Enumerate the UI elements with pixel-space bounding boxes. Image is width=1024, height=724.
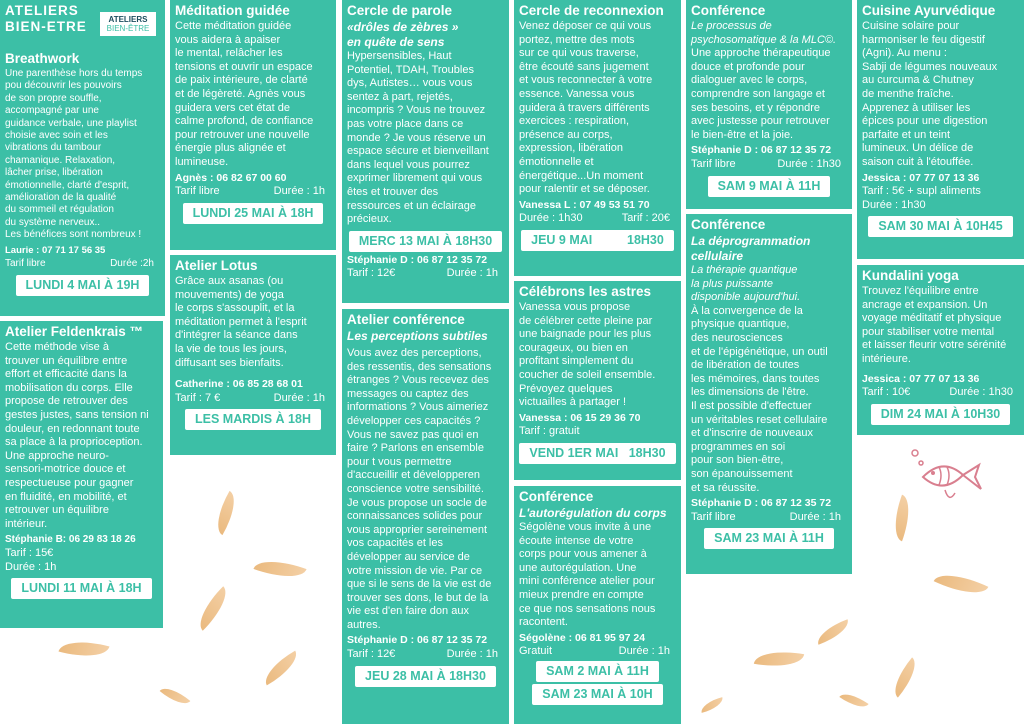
- card-title: Cuisine Ayurvédique: [862, 3, 996, 18]
- card-phone: Vanessa : 06 15 29 36 70: [519, 411, 641, 424]
- card-tarif: Tarif : 5€ + supl aliments: [862, 185, 981, 198]
- card-title: Atelier Feldenkrais ™: [5, 324, 144, 339]
- logo: [100, 12, 156, 36]
- card-tarif: Tarif libre: [5, 258, 46, 270]
- card-title: Cercle de reconnexion: [519, 3, 664, 18]
- card-title: Atelier Lotus: [175, 258, 258, 273]
- card-phone: Jessica : 07 77 07 13 36: [862, 372, 980, 385]
- card-reconnexion: [514, 0, 681, 276]
- fish-illustration: [905, 445, 985, 515]
- card-tarif: Tarif : 7 €: [175, 391, 221, 404]
- card-psychosomatique: [686, 0, 852, 209]
- card-body: À la convergence de la physique quantique, des neurosciences et de l'épigénétique, un outil de libération de toutes les mémoires, dans toutes les dimensions de l'être. Il est possible d'effectuer un véritables reset cellulaire et d'inscrire de nouveaux programmes en soi pour son bien-être, son épanouissement et sa réussite.: [691, 304, 828, 494]
- card-body: Trouvez l'équilibre entre ancrage et expansion. Un voyage méditatif et physique pour stabiliser votre mental et laisser fleurir votre sérénité intérieure.: [862, 285, 1007, 365]
- page-title: ATELIERS BIEN-ETRE: [5, 3, 87, 34]
- card-date: DIM 24 MAI À 10H30: [871, 404, 1010, 425]
- card-phone: Stéphanie D : 06 87 12 35 72: [347, 253, 488, 266]
- card-title: Cercle de parole: [347, 3, 453, 18]
- feather-decoration: [754, 646, 804, 672]
- card-date-1: SAM 2 MAI À 11H: [536, 661, 659, 682]
- feather-decoration: [253, 552, 306, 586]
- page-header: [0, 0, 165, 48]
- card-kundalini: [857, 265, 1024, 435]
- card-phone: Vanessa L : 07 49 53 51 70: [519, 198, 650, 211]
- card-phone: Stéphanie D : 06 87 12 35 72: [347, 634, 488, 647]
- feather-decoration: [814, 619, 853, 644]
- card-tarif: Gratuit: [519, 645, 553, 658]
- card-title: Célébrons les astres: [519, 284, 652, 299]
- card-phone: Laurie : 07 71 17 56 35: [5, 244, 106, 256]
- card-body: Cette méditation guidée vous aidera à apaiser le mental, relâcher les tensions et ouvrir un espace de paix intérieure, de clarté et de légèreté. Agnès vous guidera vers cet état de calme profond, de confiance pour retrouver une nouvelle énergie plus alignée et lumineuse.: [175, 20, 314, 168]
- feather-decoration: [934, 565, 989, 603]
- card-body: Cette méthode vise à trouver un équilibre entre effort et efficacité dans la mobilisation du corps. Elle propose de retrouver des gestes justes, sans tension ni douleur, en redonnant toute sa place à la proprioception. Une approche neuro- sensori-motrice douce et respectueuse pour gagner en fluidité, en mobilité, et retrouver un équilibre intérieur.: [5, 341, 149, 530]
- card-tarif: Tarif : 15€: [5, 546, 54, 559]
- feather-decoration: [699, 697, 725, 713]
- card-lotus: [170, 255, 336, 455]
- card-tarif: Tarif : 12€: [347, 648, 396, 661]
- card-meditation: [170, 0, 336, 250]
- card-breathwork: [0, 48, 165, 316]
- card-body: Vanessa vous propose de célébrer cette pleine par une baignade pour les plus courageux, ou bien en profitant simplement du coucher de soleil ensemble. Prévoyez quelques victuailles à partager !: [519, 301, 656, 409]
- card-duree: Durée : 1h: [446, 267, 498, 280]
- card-duree: Durée : 1h30: [777, 157, 841, 170]
- card-tarif: Tarif libre: [691, 157, 736, 170]
- feather-decoration: [191, 586, 236, 631]
- card-tarif: Tarif libre: [691, 510, 736, 523]
- card-date-2: SAM 23 MAI À 10H: [532, 684, 662, 705]
- card-date: JEU 9 MAI 18H30: [521, 230, 674, 251]
- card-date: MERC 13 MAI À 18H30: [349, 231, 502, 252]
- card-phone: Catherine : 06 85 28 68 01: [175, 378, 303, 391]
- card-subtitle: La déprogrammation cellulaire: [691, 234, 811, 263]
- card-duree: Durée :2h: [110, 258, 154, 270]
- card-duree: Durée : 1h: [5, 560, 57, 573]
- card-title: Conférence: [691, 3, 766, 18]
- feather-decoration: [160, 682, 191, 710]
- card-tarif: Tarif : 12€: [347, 267, 396, 280]
- card-subtitle: L'autorégulation du corps: [519, 506, 667, 520]
- card-perceptions-subtiles: [342, 309, 509, 724]
- card-phone: Jessica : 07 77 07 13 36: [862, 171, 980, 184]
- card-duree: Durée : 1h30: [949, 386, 1013, 399]
- card-feldenkrais: [0, 321, 163, 628]
- card-cuisine-ayurvedique: [857, 0, 1024, 259]
- card-date: SAM 9 MAI À 11H: [708, 176, 831, 197]
- card-tarif: Tarif : gratuit: [519, 425, 580, 438]
- card-phone: Ségolène : 06 81 95 97 24: [519, 631, 646, 644]
- card-body: Ségolène vous invite à une écoute intense de votre corps pour vous amener à une autorégulation. Une mini conférence atelier pour mieux prendre en compte ce que nos sensations nous racontent.: [519, 521, 656, 629]
- feather-decoration: [209, 491, 244, 535]
- card-date: LES MARDIS À 18H: [185, 409, 321, 430]
- card-duree: Durée : 1h: [618, 645, 670, 658]
- feather-decoration: [886, 657, 923, 697]
- card-body: Une approche thérapeutique douce et profonde pour dialoguer avec le corps, comprendre son langage et ses besoins, et y répondre avec justesse pour retrouver le bien-être et la joie.: [691, 47, 831, 141]
- feather-decoration: [839, 688, 868, 713]
- card-subtitle: Le processus de psychosomatique & la MLC©.: [691, 20, 837, 46]
- card-phone: Stéphanie D : 06 87 12 35 72: [691, 497, 832, 510]
- card-tarif: Tarif libre: [175, 185, 220, 198]
- card-date: SAM 30 MAI À 10H45: [868, 216, 1012, 237]
- card-tarif: Tarif : 20€: [621, 212, 670, 225]
- card-phone: Stéphanie B: 06 29 83 18 26: [5, 534, 136, 546]
- card-date: SAM 23 MAI À 11H: [704, 528, 834, 549]
- card-body: Venez déposer ce qui vous portez, mettre des mots sur ce qui vous traverse, être écouté sans jugement et vous reconnecter à votre essence. Vanessa vous guidera à travers différents exercices : respiration, présence au corps, expression, libération émotionnelle et énergétique...Un moment pour ralentir et se déposer.: [519, 20, 653, 196]
- card-body: Cuisine solaire pour harmoniser le feu digestif (Agni). Au menu : Sabji de légumes nouveaux au curcuma & Chutney de menthe fraîche. Apprenez à utiliser les épices pour une digestion parfaite et un teint lumineux. Un délice de saison cuit à l'étouffée.: [862, 20, 998, 168]
- card-title: Atelier conférence: [347, 312, 465, 327]
- card-date: LUNDI 4 MAI À 19H: [16, 275, 150, 296]
- card-date: LUNDI 11 MAI À 18H: [11, 578, 151, 599]
- card-body: Une parenthèse hors du temps pou découvrir les pouvoirs de son propre souffle, accompagné par une guidance verbale, une playlist choisie avec soin et les vibrations du tambour chamanique. Relaxation, lâcher prise, libération émotionnelle, clarté d'esprit, amélioration de la qualité du sommeil et régulation du système nerveux.. Les bénéfices sont nombreux !: [5, 68, 143, 241]
- logo-line1: ATELIERS: [108, 15, 148, 24]
- card-title: Kundalini yoga: [862, 268, 959, 283]
- card-title: Conférence: [519, 489, 594, 504]
- card-duree: Durée : 1h: [789, 510, 841, 523]
- card-body: Grâce aux asanas (ou mouvements) de yoga le corps s'assouplit, et la méditation permet à l'esprit d'intégrer la séance dans la vie de tous les jours, diffusant ses bienfaits.: [175, 275, 307, 369]
- card-date: LUNDI 25 MAI À 18H: [183, 203, 324, 224]
- card-deprogrammation: [686, 214, 852, 574]
- card-subtitle: Les perceptions subtiles: [347, 329, 488, 343]
- card-date: JEU 28 MAI À 18H30: [355, 666, 496, 687]
- card-title: Breathwork: [5, 51, 80, 66]
- card-date: VEND 1ER MAI 18H30: [519, 443, 675, 464]
- card-cercle-parole: [342, 0, 509, 303]
- feather-decoration: [259, 651, 303, 686]
- card-duree: Durée : 1h30: [519, 212, 583, 225]
- card-tarif: Tarif : 10€: [862, 386, 911, 399]
- card-body: Vous avez des perceptions, des ressentis, des sensations étranges ? Vous recevez des messages ou captez des informations ? Vous aimeriez développer ces capacités ? Vous ne savez pas quoi en faire ? Parlons en ensemble pour t vous permettre d'accueillir et développeren conscience votre sensibilité. Je vous propose un socle de connaissances solides pour vous approprier sereinement vos capacités et les développer au service de votre mission de vie. Par ce que si le sens de la vie est de trouver ses dons, le but de la vie est d'en faire don aux autres.: [347, 347, 492, 631]
- card-subtitle: «drôles de zèbres » en quête de sens: [347, 20, 459, 49]
- card-phone: Agnès : 06 82 67 00 60: [175, 171, 287, 184]
- card-duree: Durée : 1h: [446, 648, 498, 661]
- logo-line2: BIEN-ÊTRE: [106, 24, 150, 33]
- card-duree: Durée : 1h30: [862, 198, 926, 211]
- card-subtitle-2: La thérapie quantique la plus puissante disponible aujourd'hui.: [691, 264, 801, 304]
- card-celebrons-astres: [514, 281, 681, 480]
- card-title: Méditation guidée: [175, 3, 290, 18]
- card-body: Hypersensibles, Haut Potentiel, TDAH, Troubles dys, Autistes… vous vous sentez à part, rejetés, incompris ? Vous ne trouvez pas votre place dans ce monde ? Je vous réserve un espace sécure et bienveillant dans lequel vous pourrez exprimer librement qui vous êtes et trouver des ressources et un éclairage précieux.: [347, 50, 489, 226]
- card-duree: Durée : 1h: [273, 185, 325, 198]
- card-autoregulation: [514, 486, 681, 724]
- feather-decoration: [58, 634, 109, 664]
- card-duree: Durée : 1h: [273, 391, 325, 404]
- card-title: Conférence: [691, 217, 766, 232]
- card-phone: Stéphanie D : 06 87 12 35 72: [691, 144, 832, 157]
